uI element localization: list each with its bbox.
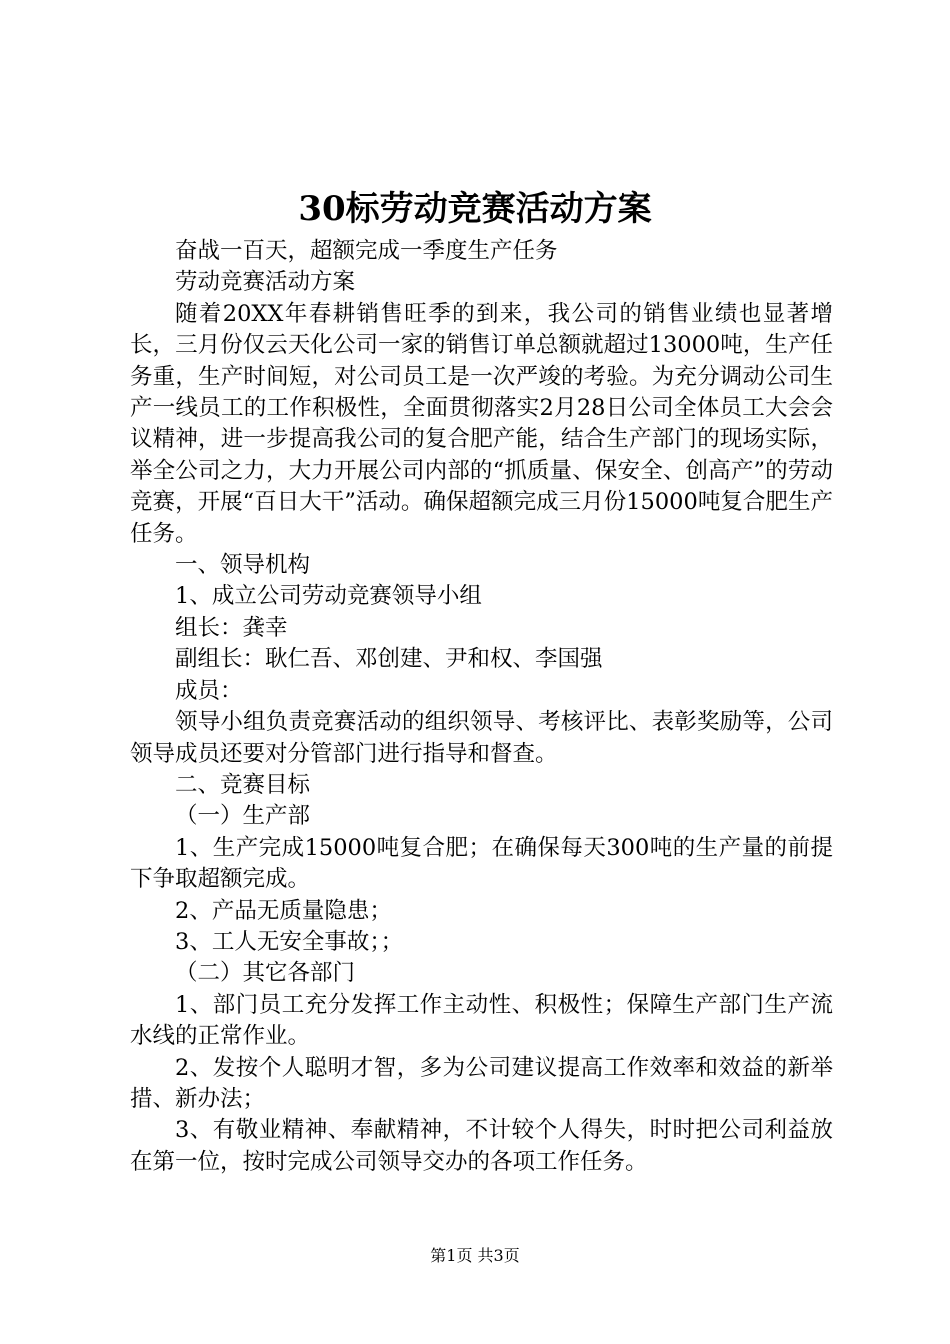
subsection-heading: （二）其它各部门 bbox=[175, 960, 356, 987]
subtitle-paragraph: 奋战一百天，超额完成一季度生产任务 bbox=[175, 238, 558, 264]
section-heading: 一、领导机构 bbox=[175, 552, 311, 579]
page-number-footer: 第1页 共3页 bbox=[430, 1246, 520, 1265]
body-paragraph: 组长：龚幸 bbox=[175, 614, 288, 641]
body-paragraph: 成员： bbox=[175, 677, 243, 704]
body-paragraph: 3、有敬业精神、奉献精神，不计较个人得失，时时把公司利益放在第一位，按时完成公司领导交办的各项工作任务。 bbox=[130, 1117, 833, 1175]
body-paragraph: 1、成立公司劳动竞赛领导小组 bbox=[175, 583, 482, 610]
intro-paragraph: 随着20XX年春耕销售旺季的到来，我公司的销售业绩也显著增长，三月份仅云天化公司一家的销售订单总额就超过13000吨，生产任务重，生产时间短，对公司员工是一次严竣的考验。为充分调动公司生产一线员工的工作积极性，全面贯彻落实2月28日公司全体员工大会会议精神，进一步提高我公司的复合肥产能，结合生产部门的现场实际，举全公司之力，大力开展公司内部的“抓质量、保安全、创高产”的劳动竞赛，开展“百日大干”活动。确保超额完成三月份15000吨复合肥生产任务。 bbox=[130, 300, 833, 547]
section-heading: 二、竞赛目标 bbox=[175, 771, 311, 798]
body-paragraph: 3、工人无安全事故；； bbox=[175, 928, 404, 955]
body-paragraph: 2、发按个人聪明才智，多为公司建议提高工作效率和效益的新举措、新办法； bbox=[130, 1054, 833, 1112]
document-title: 30标劳动竞赛活动方案 bbox=[298, 189, 652, 229]
body-paragraph: 1、生产完成15000吨复合肥；在确保每天300吨的生产量的前提下争取超额完成。 bbox=[130, 834, 833, 893]
body-paragraph: 2、产品无质量隐患； bbox=[175, 897, 392, 924]
subtitle-paragraph: 劳动竞赛活动方案 bbox=[175, 269, 356, 296]
document-body bbox=[130, 236, 833, 1178]
body-paragraph: 副组长：耿仁吾、邓创建、尹和权、李国强 bbox=[175, 646, 603, 673]
subsection-heading: （一）生产部 bbox=[175, 803, 311, 830]
body-paragraph: 1、部门员工充分发挥工作主动性、积极性；保障生产部门生产流水线的正常作业。 bbox=[130, 991, 833, 1050]
body-paragraph: 领导小组负责竞赛活动的组织领导、考核评比、表彰奖励等，公司领导成员还要对分管部门进行指导和督查。 bbox=[130, 709, 833, 767]
